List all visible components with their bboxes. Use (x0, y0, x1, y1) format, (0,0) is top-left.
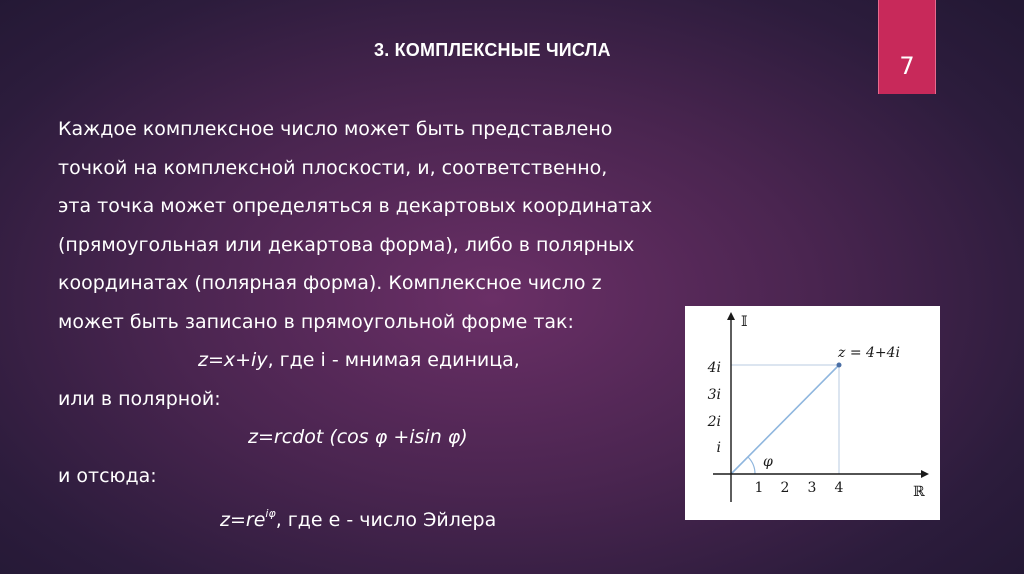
formula-polar (58, 418, 698, 457)
body-line: Каждое комплексное число может быть представлено (58, 118, 613, 140)
complex-plane-figure (685, 306, 940, 520)
formula-polar-expr: z=rcdot (cos φ +isin φ) (248, 426, 468, 448)
point-label: z = 4+4i (838, 345, 901, 361)
x-tick-label: 3 (807, 480, 817, 496)
x-tick-label: 2 (780, 480, 790, 496)
body-text (58, 110, 698, 540)
slide-title: 3. КОМПЛЕКСНЫЕ ЧИСЛА (374, 40, 611, 60)
page-number: 7 (899, 52, 915, 80)
formula-rect-expr: z=x+iy (198, 349, 268, 371)
hence-text: и отсюда: (58, 464, 157, 487)
formula-rectangular (58, 341, 698, 380)
body-line: координатах (полярная форма). Комплексное число z (58, 272, 602, 294)
formula-exp-note: , где e - число Эйлера (275, 509, 497, 531)
complex-plane-svg (685, 306, 940, 520)
y-tick-label: 4i (707, 360, 721, 376)
body-line: может быть записано в прямоугольной форме так: (58, 310, 574, 333)
polar-intro: или в полярной: (58, 387, 221, 410)
vector-line (731, 365, 839, 474)
angle-arc (748, 457, 755, 474)
angle-label: φ (763, 454, 773, 470)
y-axis-label: 𝕀 (741, 314, 748, 330)
body-line: (прямоугольная или декартова форма), либо в полярных (58, 233, 635, 256)
x-axis-label: ℝ (913, 484, 925, 500)
point-z (837, 363, 842, 368)
x-tick-label: 1 (754, 480, 764, 496)
formula-exp-base: z=re (220, 509, 266, 531)
y-tick-label: i (716, 440, 721, 456)
body-line: точкой на комплексной плоскости, и, соответственно, (58, 156, 608, 179)
formula-exponential (58, 495, 698, 540)
body-line: эта точка может определяться в декартовых координатах (58, 195, 653, 217)
y-tick-label: 2i (707, 414, 721, 430)
x-axis-arrow (921, 470, 929, 478)
formula-rect-note: , где i - мнимая единица, (267, 349, 520, 371)
y-tick-label: 3i (707, 387, 721, 403)
page-number-badge (878, 0, 936, 94)
y-axis-arrow (727, 312, 735, 320)
formula-exp-superscript: iφ (265, 507, 276, 520)
x-tick-label: 4 (834, 480, 844, 496)
